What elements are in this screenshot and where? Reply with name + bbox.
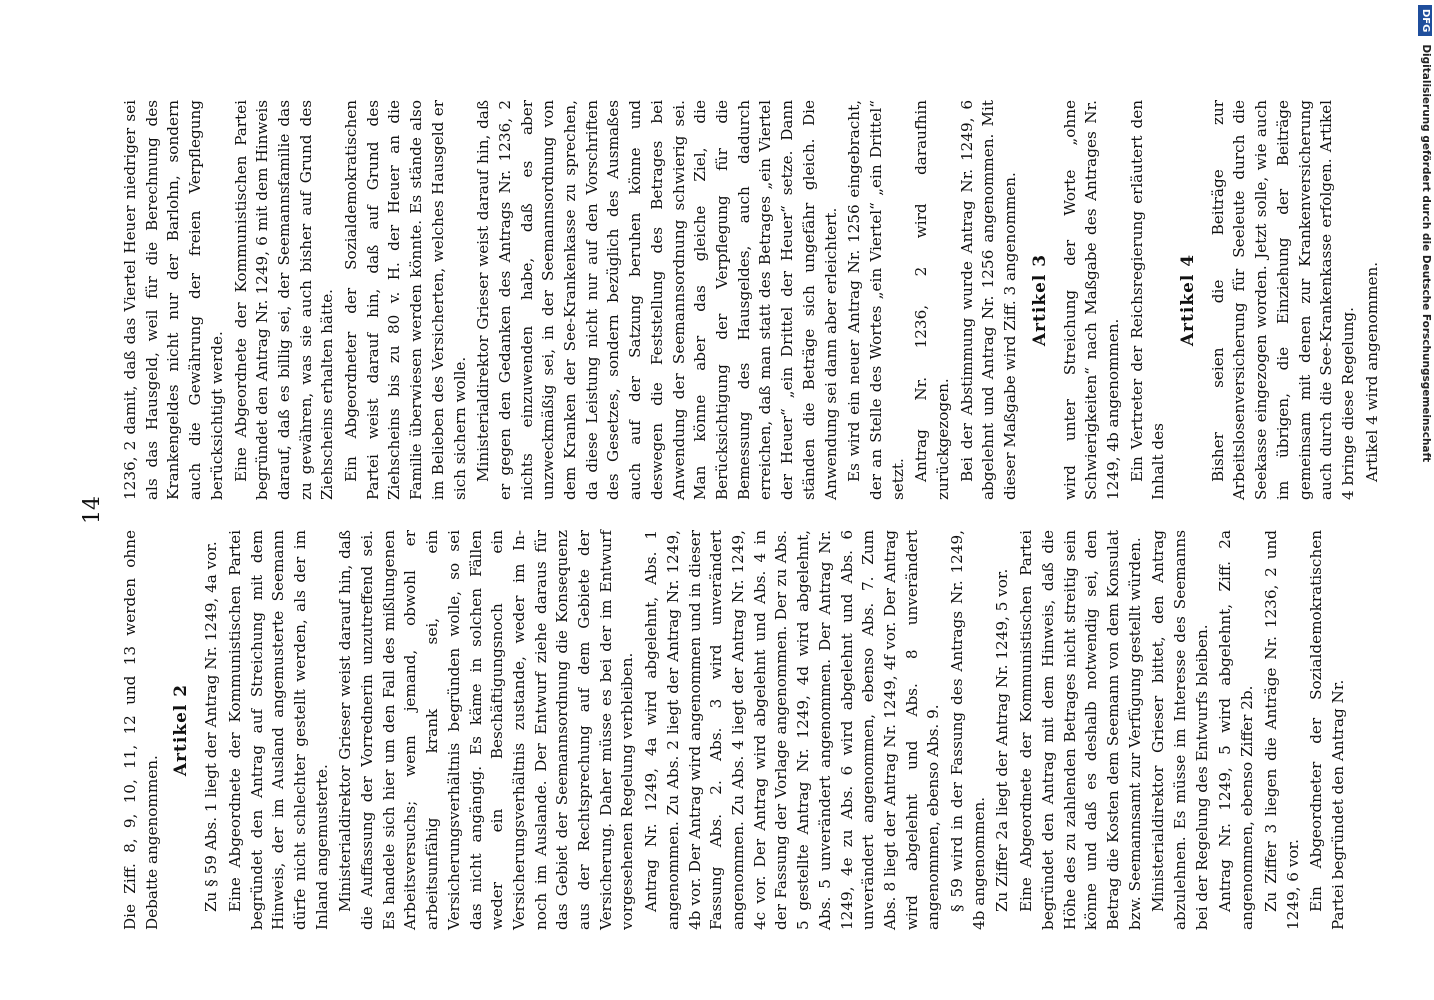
- funding-notice-text: Digitalisierung gefördert durch die Deutsche Forschungsgemeinschaft: [1420, 44, 1432, 463]
- paragraph: Antrag Nr. 1249, 4a wird abgelehnt, Abs. 1 angenommen. Zu Abs. 2 liegt der Antrag Nr. 1249, 4b vor. Der Antrag wird angenommen und in dieser Fassung Abs. 2. Abs. 3 wird unverändert angenommen. Zu Abs. 4 liegt der Antrag Nr. 1249, 4c vor. Der Antrag wird abgelehnt und Abs. 4 in der Fassung der Vorlage angenommen. Der zu Abs. 5 gestellte Antrag Nr. 1249, 4d wird abgelehnt, Abs. 5 unverändert angenommen. Der Antrag Nr. 1249, 4e zu Abs. 6 wird abgelehnt und Abs. 6 unverändert angenommen, ebenso Abs. 7. Zum Abs. 8 liegt der Antrag Nr. 1249, 4f vor. Der Antrag wird abgelehnt und Abs. 8 unverändert angenommen, ebenso Abs. 9.: [642, 530, 943, 930]
- article-heading: Artikel 2: [171, 683, 192, 777]
- page-number: 14: [80, 496, 105, 524]
- paragraph: wird unter Streichung der Worte „ohne Schwierigkeiten“ nach Maßgabe des Antrages Nr. 1249, 4b angenommen.: [1060, 100, 1122, 500]
- article-heading: Artikel 3: [1029, 253, 1050, 347]
- paragraph: Es wird ein neuer Antrag Nr. 1256 eingebracht, der an Stelle des Wortes „ein Viertel“ „ein Drittel“ setzt.: [845, 100, 907, 500]
- right-column: [120, 100, 1385, 500]
- paragraph: 1236, 2 damit, daß das Viertel Heuer niedriger sei als das Hausgeld, weil für die Berechnung des Krankengeldes nicht nur der Barlohn, sondern auch die Gewährung der freien Verpflegung berücksichtigt werde.: [121, 100, 226, 500]
- paragraph: Ein Vertreter der Reichsregierung erläutert den Inhalt des: [1127, 100, 1168, 500]
- paragraph: Artikel 4 wird angenommen.: [1362, 261, 1381, 482]
- rotated-page-content: [80, 100, 1381, 930]
- paragraph: Antrag Nr. 1249, 5 wird abgelehnt, Ziff. 2a angenommen, ebenso Ziffer 2b.: [1216, 530, 1257, 930]
- paragraph: Eine Abgeordnete der Kommunistischen Partei begründet den Antrag auf Streichung mit dem Hinweis, der im Ausland angemusterte Seemann dürfe nicht schlechter gestellt werden, als der im Inland angemusterte.: [225, 530, 331, 930]
- paragraph: Bei der Abstimmung wurde Antrag Nr. 1249, 6 abgelehnt und Antrag Nr. 1256 angenommen. Mit dieser Maßgabe wird Ziff. 3 angenommen.: [957, 100, 1020, 500]
- paragraph: Eine Abgeordnete der Kommunistischen Partei begründet den Antrag Nr. 1249, 6 mit dem Hinweis darauf, daß es billig sei, der Seemannsfamilie das zu gewähren, was sie auch bisher auf Grund des Ziehscheins erhalten hätte.: [231, 100, 337, 500]
- paragraph: Zu Ziffer 3 liegen die Anträge Nr. 1236, 2 und 1249, 6 vor.: [1261, 530, 1302, 930]
- paragraph: Zu Ziffer 2a liegt der Antrag Nr. 1249, 5 vor.: [993, 568, 1012, 912]
- paragraph: Ministerialdirektor Grieser weist darauf hin, daß er gegen den Gedanken des Antrags Nr. 1236, 2 nichts einzuwenden habe, daß es aber unzweckmäßig sei, in der Seemannsordnung von dem Kranken der See-Krankenkasse zu sprechen, da diese Leistung nicht nur auf den Vorschriften des Gesetzes, sondern bezüglich des Ausmaßes auch auf der Satzung beruhen könne und deswegen die Feststellung des Betrages bei Anwendung der Seemannsordnung schwierig sei. Man könne aber das gleiche Ziel, die Berücksichtigung der Verpflegung für die Bemessung des Hausgeldes, auch dadurch erreichen, daß man statt des Betrages „ein Viertel der Heuer“ „ein Drittel der Heuer“ setze. Dann ständen die Beträge sich ungefähr gleich. Die Anwendung sei dann aber erleichtert.: [474, 100, 840, 500]
- paragraph: Die Ziff. 8, 9, 10, 11, 12 und 13 werden ohne Debatte angenommen.: [121, 530, 161, 930]
- paragraph: Ministerialdirektor Grieser weist darauf hin, daß die Auffassung der Vorrednerin unzutreffend sei. Es handele sich hier um den Fall des mißlungenen Arbeitsversuchs; wenn jemand, obwohl er arbeitsunfähig krank sei, ein Versicherungsverhältnis begründen wolle, so sei das nicht angängig. Es käme in solchen Fällen weder ein Beschäftigungsnoch ein Versicherungsverhältnis zustande, weder im In- noch im Auslande. Der Entwurf ziehe daraus für das Gebiet der Seemannsordnung die Konsequenz aus der Rechtsprechung auf dem Gebiete der Versicherung. Daher müsse es bei der im Entwurf vorgesehenen Regelung verbleiben.: [336, 530, 637, 930]
- paragraph: Zu § 59 Abs. 1 liegt der Antrag Nr. 1249, 4a vor.: [202, 541, 221, 912]
- paragraph: Antrag Nr. 1236, 2 wird daraufhin zurückgezogen.: [912, 100, 953, 500]
- funding-sidebar: [1416, 5, 1434, 995]
- paragraph: Eine Abgeordnete der Kommunistischen Partei begründet den Antrag mit dem Hinweis, daß die Höhe des zu zahlenden Betrages nicht streitig sein könne und daß es deshalb notwendig sei, den Betrag die Kosten dem Seemann von dem Konsulat bzw. Seemannsamt zur Verfügung gestellt würden.: [1017, 530, 1144, 930]
- dfg-logo: DFG: [1418, 5, 1432, 36]
- article-heading: Artikel 4: [1178, 253, 1199, 347]
- paragraph: Ein Abgeordneter der Sozialdemokratischen Partei weist darauf hin, daß auf Grund des Ziehscheins bis zu 80 v. H. der Heuer an die Familie überwiesen werden könnte. Es stände also im Belieben des Versicherten, welches Hausgeld er sich sichern wolle.: [342, 100, 469, 500]
- paragraph: Ministerialdirektor Grieser bittet, den Antrag abzulehnen. Es müsse im Interesse des Seemanns bei der Regelung des Entwurfs bleiben.: [1149, 530, 1211, 930]
- paragraph: Ein Abgeordneter der Sozialdemokratischen Partei begründet den Antrag Nr.: [1307, 530, 1347, 930]
- paragraph: § 59 wird in der Fassung des Antrags Nr. 1249, 4b angenommen.: [948, 530, 988, 930]
- paragraph: Bisher seien die Beiträge zur Arbeitslosenversicherung für Seeleute durch die Seekasse eingezogen worden. Jetzt solle, wie auch im übrigen, die Einziehung der Beiträge gemeinsam mit denen zur Krankenversicherung auch durch die See-Krankenkasse erfolgen. Artikel 4 bringe diese Regelung.: [1208, 100, 1357, 500]
- left-column: [120, 530, 1352, 930]
- funding-notice: [1416, 5, 1434, 995]
